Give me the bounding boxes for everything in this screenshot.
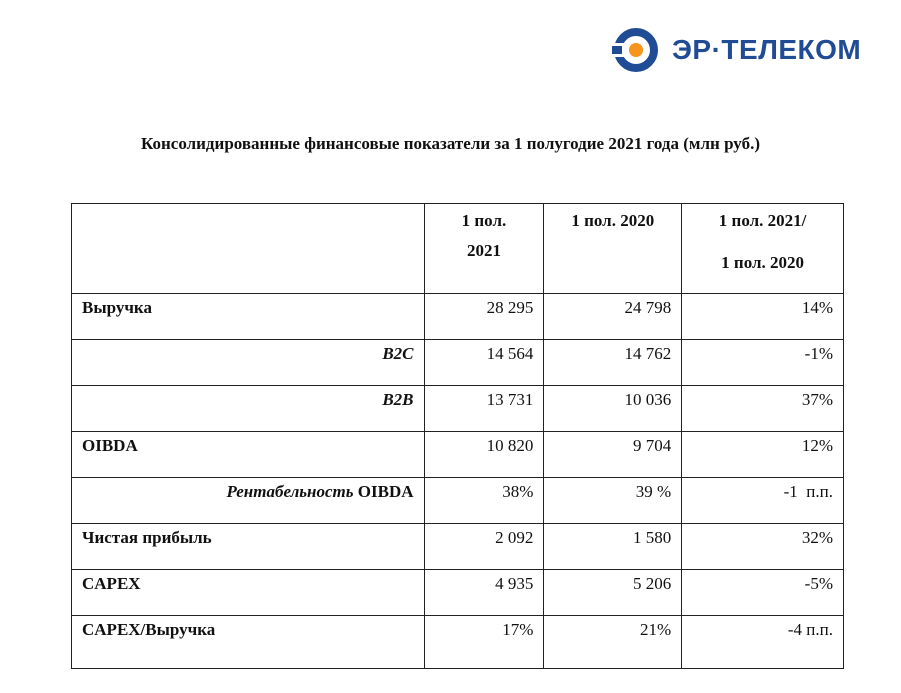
table-row	[72, 386, 844, 432]
cell-value: 13 731	[424, 386, 544, 432]
cell-change: -1 п.п.	[682, 478, 844, 524]
logo-mark-icon	[612, 26, 660, 74]
table-row	[72, 340, 844, 386]
table-row	[72, 616, 844, 669]
cell-value: 5 206	[544, 570, 682, 616]
row-label-revenue: Выручка	[72, 294, 425, 340]
cell-value: 1 580	[544, 524, 682, 570]
header-change: 1 пол. 2021/ 1 пол. 2020	[682, 204, 844, 294]
cell-value: 10 820	[424, 432, 544, 478]
cell-value: 14 564	[424, 340, 544, 386]
cell-change: 32%	[682, 524, 844, 570]
table-row	[72, 524, 844, 570]
header-h1-2020: 1 пол. 2020	[544, 204, 682, 294]
cell-value: 10 036	[544, 386, 682, 432]
cell-change: 12%	[682, 432, 844, 478]
table-row	[72, 294, 844, 340]
financial-table	[71, 203, 844, 669]
row-label-capex: CAPEX	[72, 570, 425, 616]
header-empty-cell	[72, 204, 425, 294]
row-label-oibda: OIBDA	[72, 432, 425, 478]
table-row	[72, 478, 844, 524]
cell-change: 37%	[682, 386, 844, 432]
cell-value: 38%	[424, 478, 544, 524]
table-row	[72, 570, 844, 616]
company-logo	[612, 24, 861, 76]
table-header-row	[72, 204, 844, 294]
row-label-net-profit: Чистая прибыль	[72, 524, 425, 570]
cell-value: 39 %	[544, 478, 682, 524]
cell-value: 21%	[544, 616, 682, 669]
cell-change: 14%	[682, 294, 844, 340]
row-label-oibda-margin: Рентабельность OIBDA	[72, 478, 425, 524]
logo-text: ЭР·ТЕЛЕКОМ	[672, 34, 862, 65]
cell-change: -4 п.п.	[682, 616, 844, 669]
row-label-b2b: B2B	[72, 386, 425, 432]
cell-value: 17%	[424, 616, 544, 669]
cell-value: 14 762	[544, 340, 682, 386]
cell-value: 28 295	[424, 294, 544, 340]
cell-value: 4 935	[424, 570, 544, 616]
cell-value: 24 798	[544, 294, 682, 340]
header-h1-2021: 1 пол. 2021	[424, 204, 544, 294]
cell-change: -5%	[682, 570, 844, 616]
row-label-capex-revenue: CAPEX/Выручка	[72, 616, 425, 669]
cell-change: -1%	[682, 340, 844, 386]
page-title: Консолидированные финансовые показатели за 1 полугодие 2021 года (млн руб.)	[141, 134, 760, 153]
cell-value: 9 704	[544, 432, 682, 478]
table-row	[72, 432, 844, 478]
row-label-b2c: B2C	[72, 340, 425, 386]
cell-value: 2 092	[424, 524, 544, 570]
